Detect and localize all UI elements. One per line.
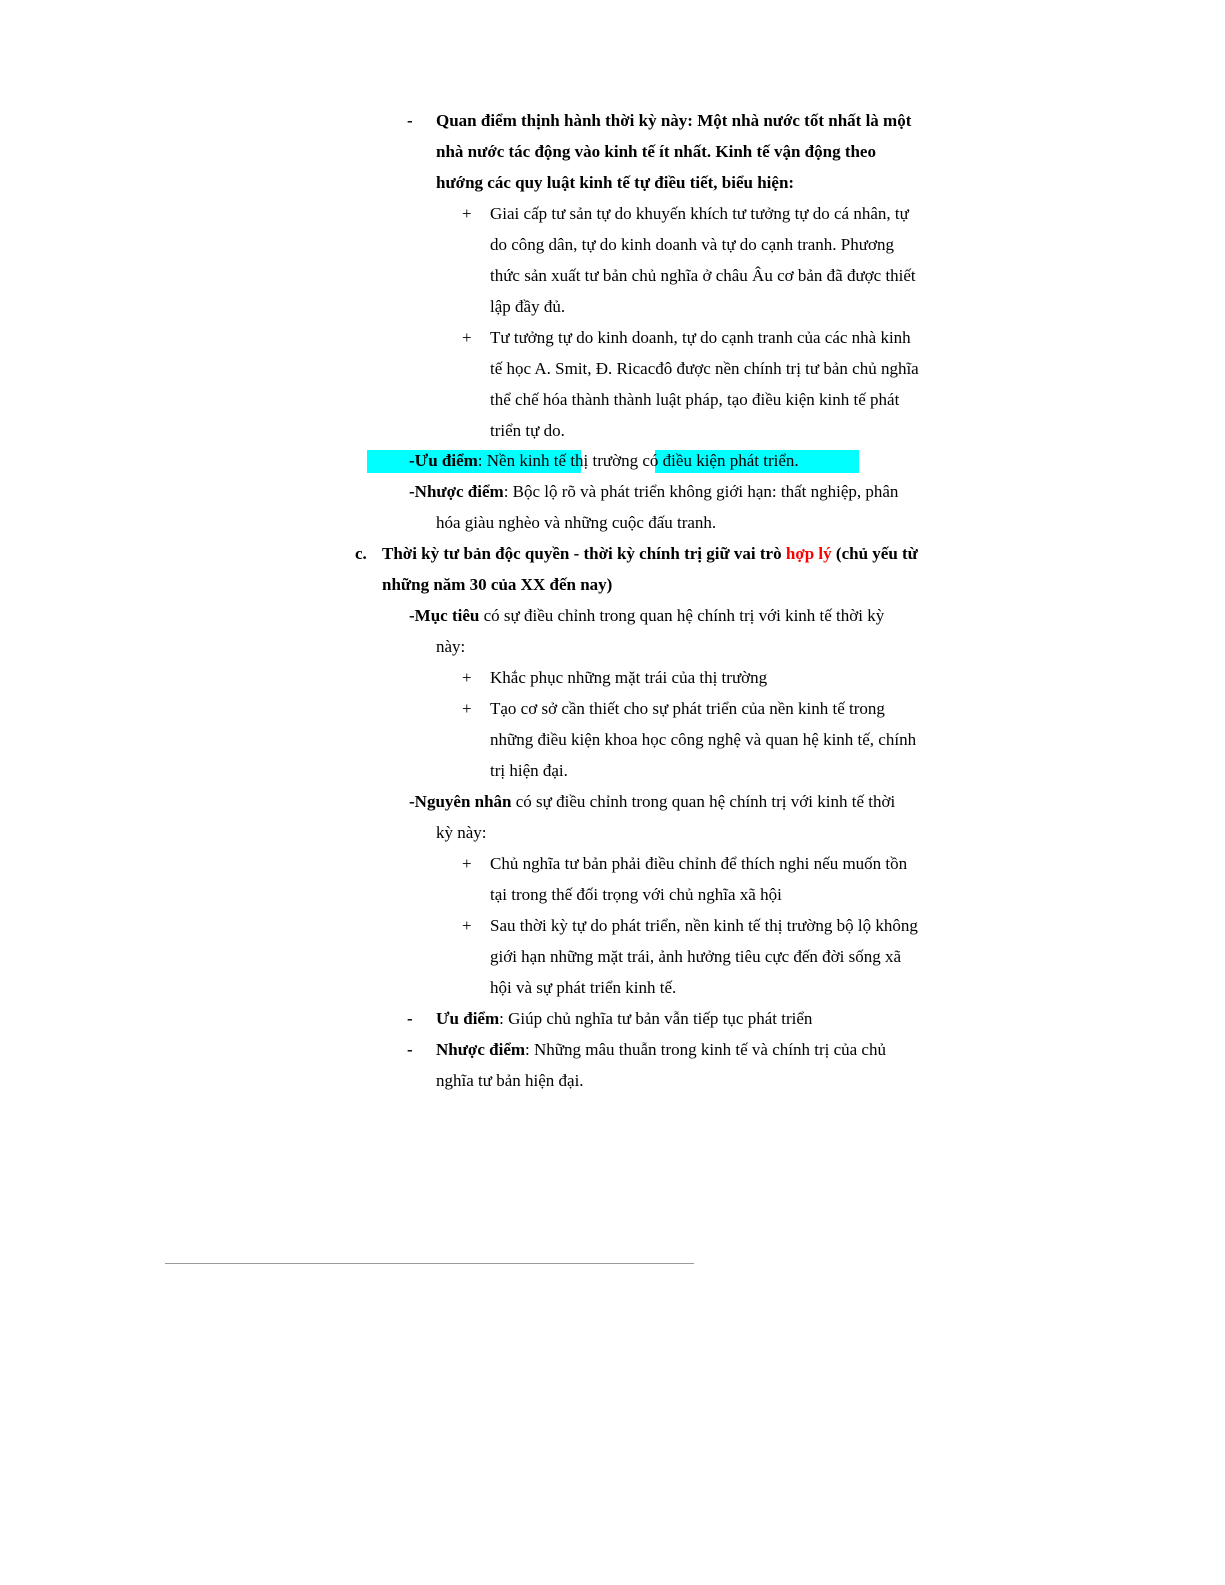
section-marker: c. <box>355 544 367 563</box>
disadvantage-line <box>436 1039 886 1061</box>
list-item-line: triển tự do. <box>490 421 565 440</box>
goal-text: có sự điều chỉnh trong quan hệ chính trị với kinh tế thời kỳ <box>479 606 885 625</box>
paragraph-line: nhà nước tác động vào kinh tế ít nhất. Kinh tế vận động theo <box>436 142 876 161</box>
emphasis-text: hợp lý <box>785 544 832 563</box>
list-item-line: do công dân, tự do kinh doanh và tự do cạnh tranh. Phương <box>490 235 894 254</box>
advantage-label: -Ưu điểm <box>409 451 478 470</box>
paragraph-line: hướng các quy luật kinh tế tự điều tiết, biểu hiện: <box>436 173 795 192</box>
list-item-line: những điều kiện khoa học công nghệ và quan hệ kinh tế, chính <box>490 730 917 749</box>
advantage-text: : Giúp chủ nghĩa tư bản vẫn tiếp tục phát triển <box>499 1009 813 1028</box>
advantage-line <box>436 1008 812 1030</box>
list-item-line: thức sản xuất tư bản chủ nghĩa ở châu Âu cơ bản đã được thiết <box>490 266 916 285</box>
section-heading: những năm 30 của XX đến nay) <box>382 575 613 594</box>
advantage-label: Ưu điểm <box>436 1009 500 1028</box>
footnote-separator <box>165 1263 694 1264</box>
disadvantage-text: nghĩa tư bản hiện đại. <box>436 1071 584 1090</box>
cause-text: có sự điều chỉnh trong quan hệ chính trị với kinh tế thời <box>511 792 896 811</box>
section-heading <box>382 543 918 565</box>
advantage-text: : Nền kinh tế <box>477 451 571 470</box>
cause-label: -Nguyên nhân <box>409 792 512 811</box>
paragraph-line: Quan điểm thịnh hành thời kỳ này: Một nhà nước tốt nhất là một <box>436 111 912 130</box>
bullet-plus: + <box>462 699 472 718</box>
list-item-line: giới hạn những mặt trái, ảnh hưởng tiêu cực đến đời sống xã <box>490 947 902 966</box>
goal-line <box>409 605 884 627</box>
disadvantage-line <box>409 481 898 503</box>
bullet-plus: + <box>462 668 472 687</box>
section-heading-text: (chủ yếu từ <box>831 544 918 563</box>
bullet-dash: - <box>407 111 413 130</box>
list-item-line: Chủ nghĩa tư bản phải điều chỉnh để thích nghi nếu muốn tồn <box>490 854 908 873</box>
bullet-plus: + <box>462 204 472 223</box>
cause-text: kỳ này: <box>436 823 487 842</box>
list-item-line: tế học A. Smit, Đ. Ricacđô được nền chính trị tư bản chủ nghĩa <box>490 359 919 378</box>
cause-line <box>409 791 895 813</box>
list-item-line: tại trong thế đối trọng với chủ nghĩa xã hội <box>490 885 782 904</box>
list-item-line: thể chế hóa thành thành luật pháp, tạo điều kiện kinh tế phát <box>490 390 900 409</box>
list-item-line: trị hiện đại. <box>490 761 568 780</box>
bullet-plus: + <box>462 916 472 935</box>
bullet-plus: + <box>462 854 472 873</box>
list-item-line: Tạo cơ sở cần thiết cho sự phát triển của nền kinh tế trong <box>490 699 885 718</box>
list-item-line: Tư tưởng tự do kinh doanh, tự do cạnh tranh của các nhà kinh <box>490 328 911 347</box>
bullet-dash: - <box>407 1009 413 1028</box>
goal-label: -Mục tiêu <box>409 606 480 625</box>
disadvantage-text: hóa giàu nghèo và những cuộc đấu tranh. <box>436 513 717 532</box>
goal-text: này: <box>436 637 466 656</box>
section-heading-text: Thời kỳ tư bản độc quyền - thời kỳ chính trị giữ vai trò <box>382 544 786 563</box>
disadvantage-text: : Những mâu thuẫn trong kinh tế và chính trị của chủ <box>525 1040 886 1059</box>
disadvantage-label: Nhược điểm <box>436 1040 526 1059</box>
disadvantage-text: : Bộc lộ rõ và phát triển không giới hạn: thất nghiệp, phân <box>503 482 899 501</box>
bullet-dash: - <box>407 1040 413 1059</box>
advantage-text: có điều kiện phát triển. <box>642 451 799 470</box>
advantage-text: thị trường <box>570 451 643 470</box>
advantage-line <box>409 450 799 472</box>
list-item-line: lập đầy đủ. <box>490 297 566 316</box>
list-item-line: Khắc phục những mặt trái của thị trường <box>490 668 768 687</box>
list-item-line: hội và sự phát triển kinh tế. <box>490 978 677 997</box>
bullet-plus: + <box>462 328 472 347</box>
list-item-line: Sau thời kỳ tự do phát triển, nền kinh tế thị trường bộ lộ không <box>490 916 918 935</box>
disadvantage-label: -Nhược điểm <box>409 482 504 501</box>
list-item-line: Giai cấp tư sản tự do khuyến khích tư tưởng tự do cá nhân, tự <box>490 204 909 223</box>
